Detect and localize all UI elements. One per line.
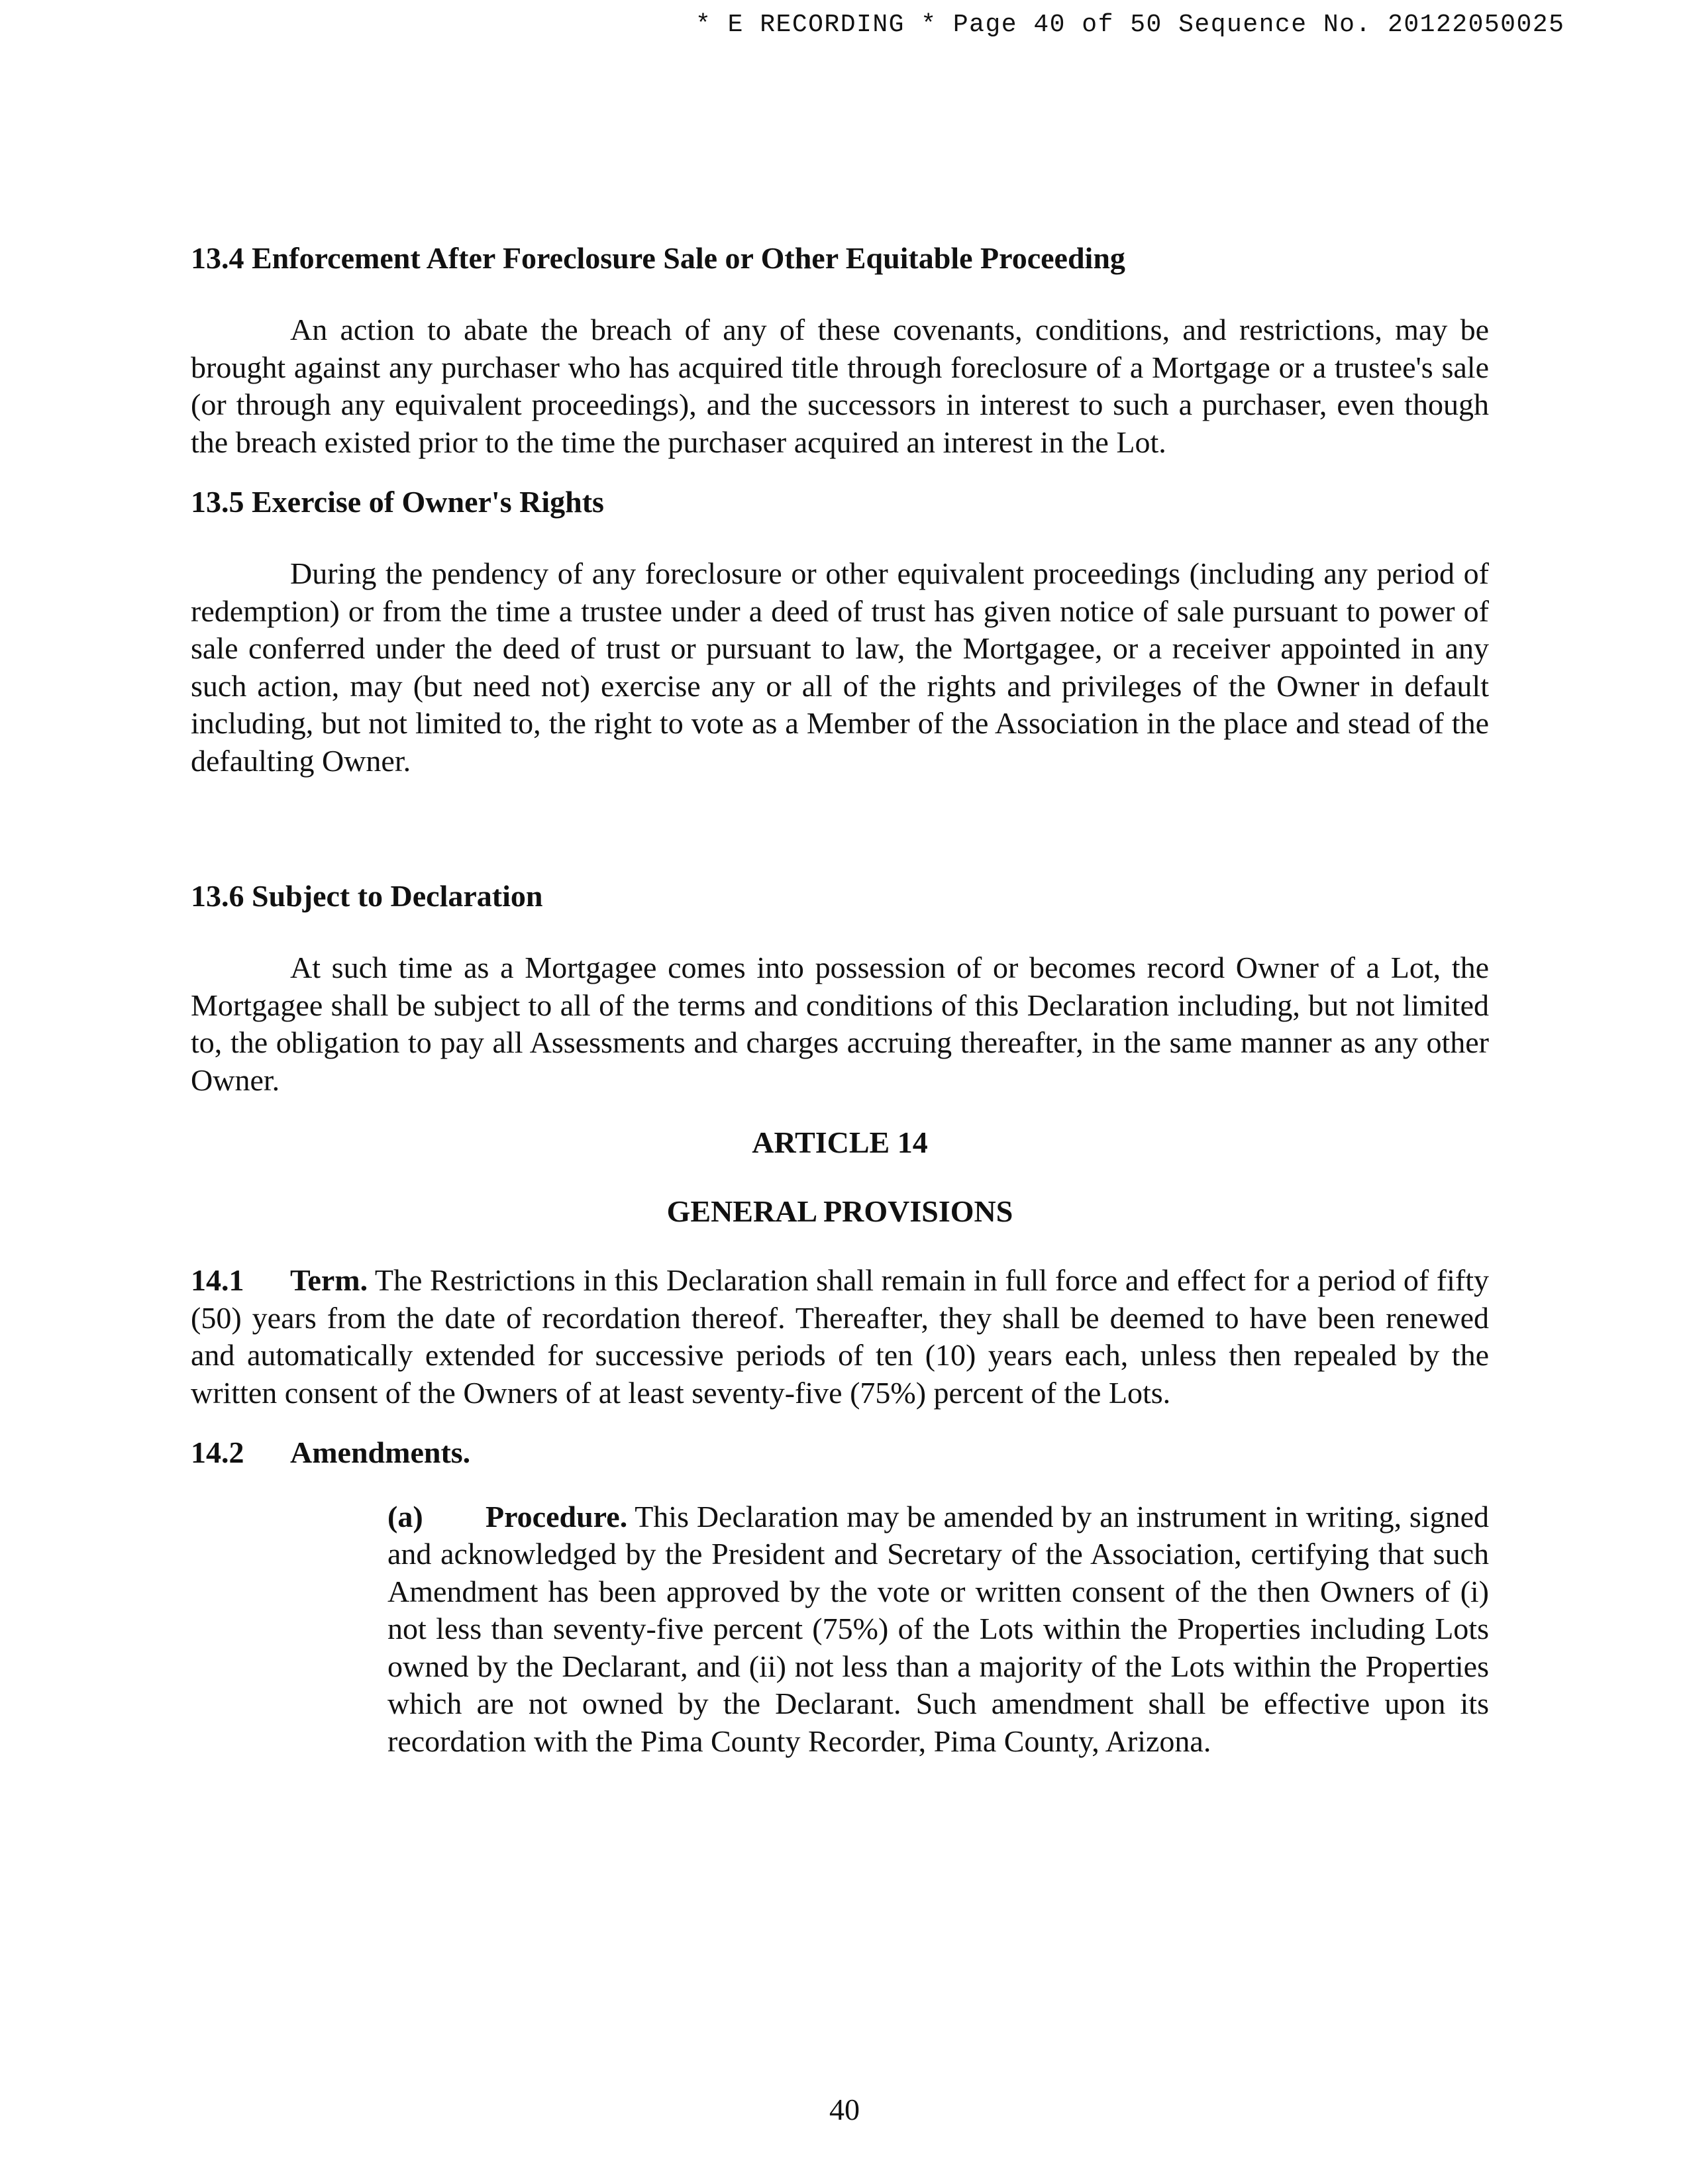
section-14-2-heading [191, 1434, 1489, 1472]
section-14-1 [191, 1262, 1489, 1412]
document-body [191, 240, 1489, 1760]
section-14-2-number: 14.2 [191, 1435, 244, 1469]
section-14-1-number: 14.1 [191, 1263, 244, 1297]
section-14-2-a [387, 1498, 1489, 1761]
section-14-2-title: Amendments. [290, 1435, 471, 1469]
section-14-2-a-body: This Declaration may be amended by an instrument in writing, signed and acknowledged by the President and Secretary of the Association, certifying that such Amendment has been approved by the vote or written consent of the then Owners of (i) not less than seventy-five percent (75%) of the Lots within the Properties including Lots owned by the Declarant, and (ii) not less than a majority of the Lots within the Properties which are not owned by the Declarant. Such amendment shall be effective upon its recordation with the Pima County Recorder, Pima County, Arizona. [387, 1499, 1490, 1758]
recording-stamp: * E RECORDING * Page 40 of 50 Sequence No. 20122050025 [695, 11, 1565, 39]
section-14-1-title: Term. [290, 1263, 368, 1297]
section-13-5-heading: 13.5 Exercise of Owner's Rights [191, 485, 604, 519]
page-number: 40 [829, 2093, 860, 2126]
article-title: GENERAL PROVISIONS [666, 1194, 1013, 1228]
section-13-5-body: During the pendency of any foreclosure or other equivalent proceedings (including any period of redemption) or from the time a trustee under a deed of trust has given notice of sale pursuant to power of sale conferred under the deed of trust or pursuant to law, the Mortgagee, or a receiver appointed in any such action, may (but need not) exercise any or all of the rights and privileges of the Owner in default including, but not limited to, the right to vote as a Member of the Association in the place and stead of the defaulting Owner. [191, 556, 1489, 778]
section-13-6-body: At such time as a Mortgagee comes into possession of or becomes record Owner of a Lot, the Mortgagee shall be subject to all of the terms and conditions of this Declaration including, but not limited to, the obligation to pay all Assessments and charges accruing thereafter, in the same manner as any other Owner. [191, 951, 1489, 1097]
section-14-2-a-title: Procedure. [486, 1499, 628, 1534]
section-14-2-a-label: (a) [387, 1499, 423, 1534]
section-14-1-body: The Restrictions in this Declaration shall remain in full force and effect for a period of fifty (50) years from the date of recordation thereof. Thereafter, they shall be deemed to have been renewed and automatically extended for successive periods of ten (10) years each, unless then repealed by the written consent of the Owners of at least seventy-five (75%) percent of the Lots. [191, 1263, 1490, 1410]
section-13-4-body: An action to abate the breach of any of these covenants, conditions, and restrictions, may be brought against any purchaser who has acquired title through foreclosure of a Mortgage or a trustee's sale (or through any equivalent proceedings), and the successors in interest to such a purchaser, even though the breach existed prior to the time the purchaser acquired an interest in the Lot. [191, 313, 1489, 459]
section-13-6-heading: 13.6 Subject to Declaration [191, 879, 543, 913]
section-13-4-heading: 13.4 Enforcement After Foreclosure Sale or Other Equitable Proceeding [191, 241, 1125, 275]
article-number: ARTICLE 14 [752, 1125, 928, 1159]
